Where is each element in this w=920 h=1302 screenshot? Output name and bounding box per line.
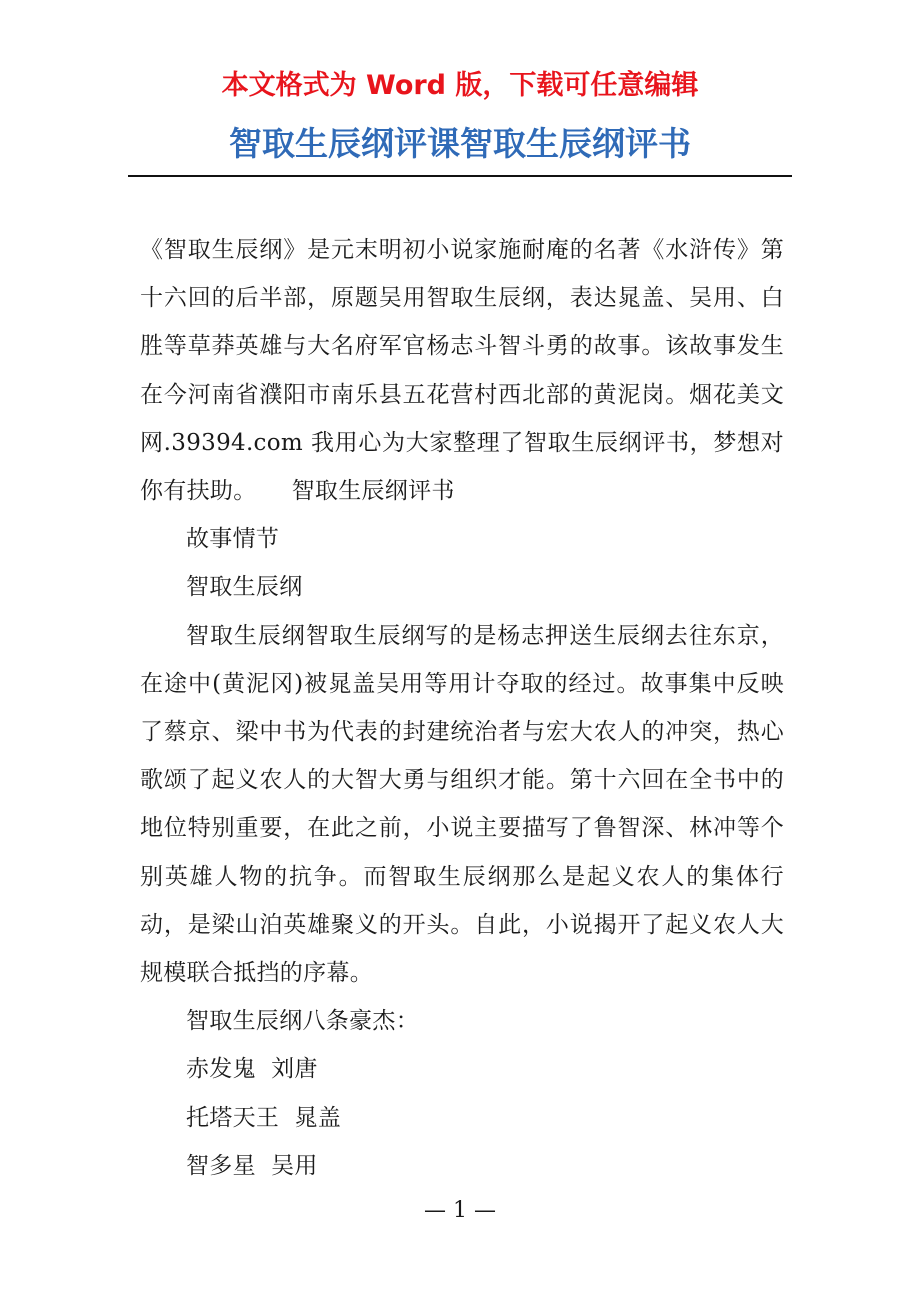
title-divider: [128, 175, 792, 177]
plot-paragraph: 智取生辰纲智取生辰纲写的是杨志押送生辰纲去往东京，在途中(黄泥冈)被晁盖吴用等用计夺取的经过。故事集中反映了蔡京、梁中书为代表的封建统治者与宏大农人的冲突，热心歌颂了起义农人的大智大勇与组织才能。第十六回在全书中的地位特别重要，在此之前，小说主要描写了鲁智深、林冲等个别英雄人物的抗争。而智取生辰纲那么是起义农人的集体行动，是梁山泊英雄聚义的开头。自此，小说揭开了起义农人大规模联合抵挡的序幕。: [140, 622, 784, 987]
hero-list-item: 赤发鬼 刘唐: [186, 1056, 318, 1083]
document-title: 智取生辰纲评课智取生辰纲评书: [229, 124, 691, 163]
hero-list-item: 托塔天王 晁盖: [186, 1104, 342, 1131]
document-body: [140, 226, 784, 1190]
hero-list-item: 智多星 吴用: [186, 1152, 318, 1179]
intro-paragraph: 《智取生辰纲》是元末明初小说家施耐庵的名著《水浒传》第十六回的后半部，原题吴用智取生辰纲，表达晁盖、吴用、白胜等草莽英雄与大名府军官杨志斗智斗勇的故事。该故事发生在今河南省濮阳市南乐县五花营村西北部的黄泥岗。烟花美文网.39394.com 我用心为大家整理了智取生辰纲评书，梦想对你有扶助。 智取生辰纲评书: [140, 237, 784, 505]
section-heading-plot: 故事情节: [186, 526, 280, 553]
download-banner: 本文格式为 Word 版，下载可任意编辑: [221, 70, 699, 101]
section-subheading: 智取生辰纲: [186, 574, 303, 601]
heroes-heading: 智取生辰纲八条豪杰：: [186, 1008, 419, 1035]
page-number: — 1 —: [424, 1198, 496, 1223]
